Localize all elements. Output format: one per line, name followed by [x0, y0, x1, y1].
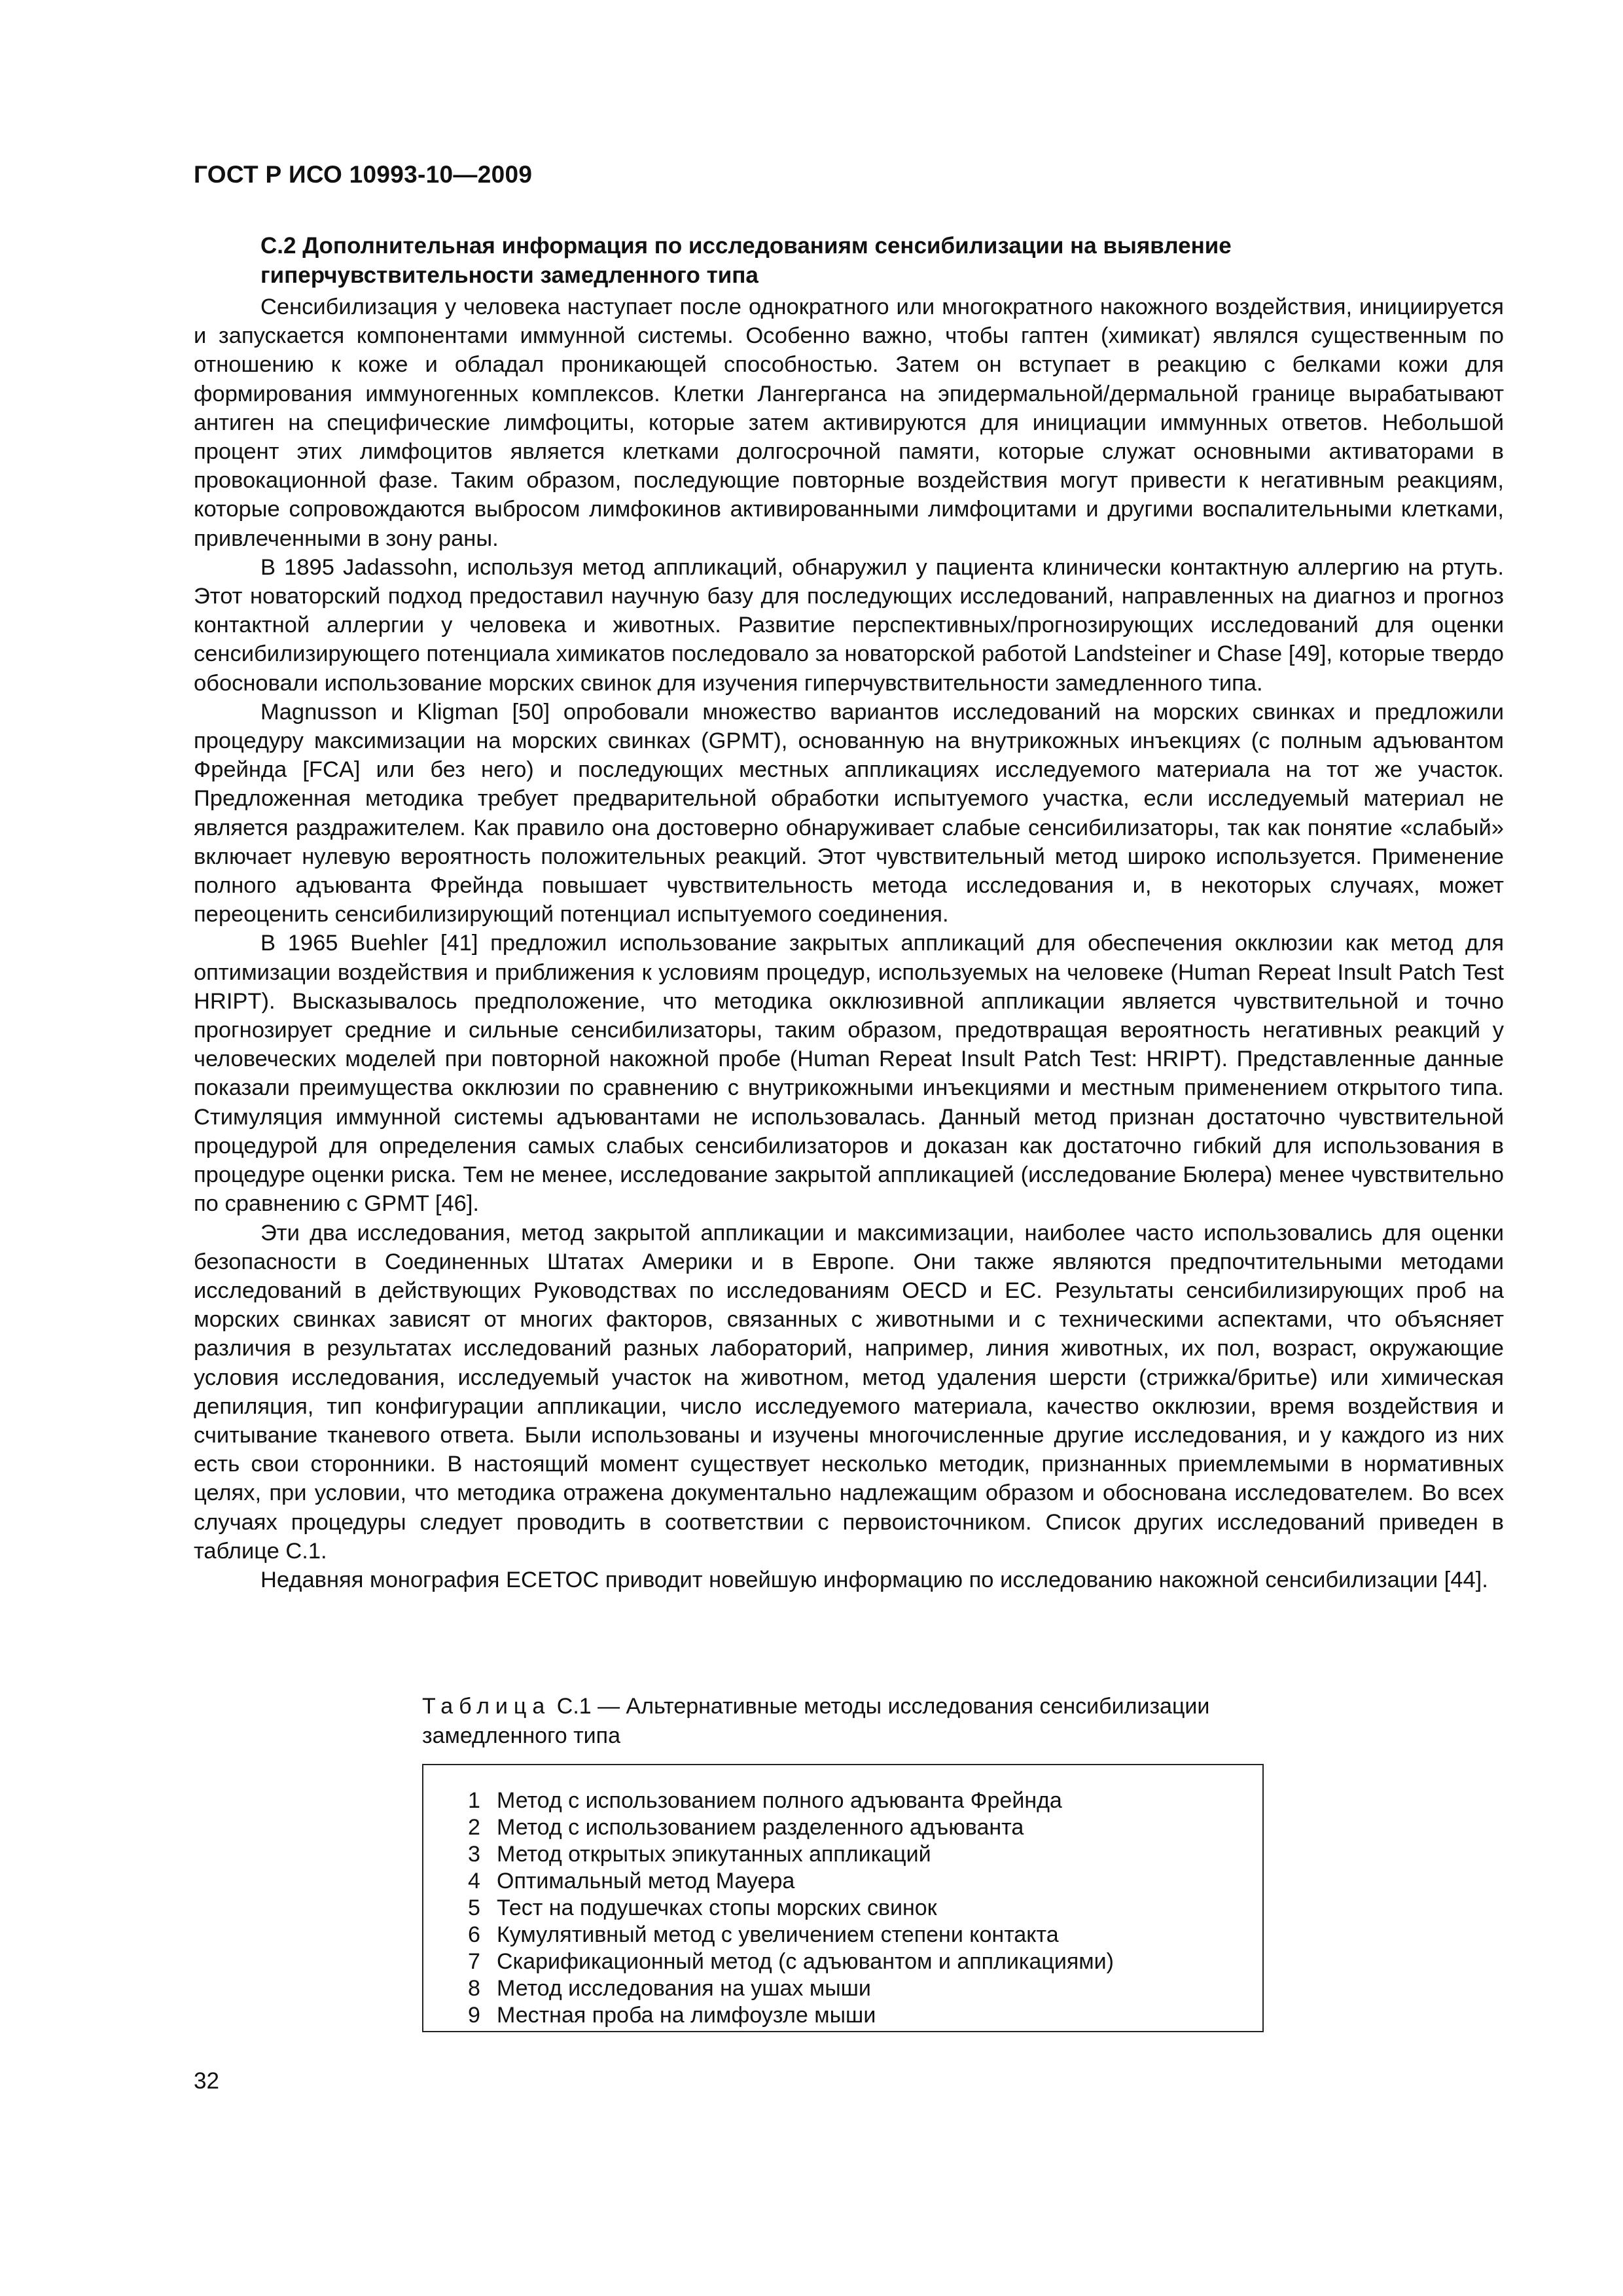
item-text: Тест на подушечках стопы морских свинок — [497, 1895, 937, 1920]
list-item — [468, 1895, 1262, 1922]
list-item — [468, 2002, 1262, 2029]
item-number: 8 — [468, 1976, 480, 2001]
methods-table — [422, 1764, 1264, 2032]
paragraph: Magnusson и Kligman [50] опробовали множество вариантов исследований на морских свинках и предложили процедуру максимизации на морских свинках (GPMT), основанную на внутрикожных инъекциях (с полным адъювантом Фрейнда [FCA] или без него) и последующих местных аппликациях исследуемого материала на тот же участок. Предложенная методика требует предварительной обработки испытуемого участка, если исследуемый материал не является раздражителем. Как правило она достоверно обнаруживает слабые сенсибилизаторы, так как понятие «слабый» включает нулевую вероятность положительных реакций. Этот чувствительный метод широко используется. Применение полного адъюванта Фрейнда повышает чувствительность метода исследования и, в некоторых случаях, может переоценить сенсибилизирующий потенциал испытуемого соединения. — [194, 699, 1504, 927]
item-number: 7 — [468, 1949, 480, 1974]
paragraph: Недавняя монография ЕСЕТОС приводит новейшую информацию по исследованию накожной сенсибилизации [44]. — [260, 1567, 1488, 1592]
item-text: Метод исследования на ушах мыши — [497, 1976, 871, 2001]
item-text: Скарификационный метод (с адъювантом и аппликациями) — [497, 1949, 1114, 1974]
list-item — [468, 1814, 1262, 1841]
item-number: 2 — [468, 1815, 480, 1840]
item-number: 3 — [468, 1842, 480, 1867]
item-text: Метод с использованием разделенного адъюванта — [497, 1815, 1024, 1840]
paragraph: В 1965 Buehler [41] предложил использование закрытых аппликаций для обеспечения окклюзии как метод для оптимизации воздействия и приближения к условиям процедур, используемых на человеке (Human Repeat Insult Patch Test HRIPT). Высказывалось предположение, что методика окклюзивной аппликации является чувствительной и точно прогнозирует средние и сильные сенсибилизаторы, таким образом, предотвращая вероятность негативных реакций у человеческих моделей при повторной накожной пробе (Human Repeat Insult Patch Test: HRIPT). Представленные данные показали преимущества окклюзии по сравнению с внутрикожными инъекциями и местным применением открытого типа. Стимуляция иммунной системы адъювантами не использовалась. Данный метод признан достаточно чувствительной процедурой для определения самых слабых сенсибилизаторов и доказан как достаточно гибкий для использования в процедуре оценки риска. Тем не менее, исследование закрытой аппликацией (исследование Бюлера) менее чувствительно по сравнению с GPMT [46]. — [194, 931, 1504, 1217]
section-title: С.2 Дополнительная информация по исследованиям сенсибилизации на выявление гиперчувствительности замедленного типа — [260, 233, 1232, 288]
section-body — [194, 293, 1504, 1594]
list-item — [468, 1841, 1262, 1868]
item-text: Метод открытых эпикутанных аппликаций — [497, 1842, 931, 1867]
standard-header: ГОСТ Р ИСО 10993-10—2009 — [194, 161, 533, 188]
list-item — [468, 1975, 1262, 2002]
methods-list — [423, 1765, 1262, 2029]
item-number: 5 — [468, 1895, 480, 1920]
paragraph: В 1895 Jadassohn, используя метод аппликаций, обнаружил у пациента клинически контактную аллергию на ртуть. Этот новаторский подход предоставил научную базу для последующих исследований, направленных на диагноз и прогноз контактной аллергии у человека и животных. Развитие перспективных/прогнозирующих исследований для оценки сенсибилизирующего потенциала химикатов последовало за новаторской работой Landsteiner и Chase [49], которые твердо обосновали использование морских свинок для изучения гиперчувствительности замедленного типа. — [194, 554, 1504, 696]
paragraph: Сенсибилизация у человека наступает после однократного или многократного накожного воздействия, инициируется и запускается компонентами иммунной системы. Особенно важно, чтобы гаптен (химикат) являлся существенным по отношению к коже и обладал проникающей способностью. Затем он вступает в реакцию с белками кожи для формирования иммуногенных комплексов. Клетки Лангерганса на эпидермальной/дермальной границе вырабатывают антиген на специфические лимфоциты, которые затем активируются для инициации иммунных ответов. Небольшой процент этих лимфоцитов является клетками долгосрочной памяти, которые служат основными активаторами в провокационной фазе. Таким образом, последующие повторные воздействия могут привести к негативным реакциям, которые сопровождаются выбросом лимфокинов активированными лимфоцитами и другими воспалительными клетками, привлеченными в зону раны. — [194, 295, 1504, 551]
table-caption-text: С.1 — Альтернативные методы исследования сенсибилизации замедленного типа — [422, 1694, 1210, 1748]
list-item — [468, 1787, 1262, 1814]
item-text: Метод с использованием полного адъюванта Фрейнда — [497, 1788, 1062, 1813]
table-caption — [422, 1692, 1338, 1751]
item-number: 4 — [468, 1869, 480, 1893]
item-number: 6 — [468, 1922, 480, 1947]
table-caption-label: Таблица — [422, 1694, 551, 1719]
list-item — [468, 1868, 1262, 1895]
item-number: 9 — [468, 2003, 480, 2028]
list-item — [468, 1948, 1262, 1975]
page-number: 32 — [194, 2068, 219, 2094]
list-item — [468, 1922, 1262, 1948]
item-text: Оптимальный метод Мауера — [497, 1869, 795, 1893]
item-text: Местная проба на лимфоузле мыши — [497, 2003, 876, 2028]
item-number: 1 — [468, 1788, 480, 1813]
paragraph: Эти два исследования, метод закрытой аппликации и максимизации, наиболее часто использовались для оценки безопасности в Соединенных Штатах Америки и в Европе. Они также являются предпочтительными методами исследований в действующих Руководствах по исследованиям OECD и ЕС. Результаты сенсибилизирующих проб на морских свинках зависят от многих факторов, связанных с животными и с техническими аспектами, что объясняет различия в результатах исследований разных лабораторий, например, линия животных, их пол, возраст, окружающие условия исследования, исследуемый участок на животном, метод удаления шерсти (стрижка/бритье) или химическая депиляция, тип конфигурации аппликации, число исследуемого материала, качество окклюзии, время воздействия и считывание тканевого ответа. Были использованы и изучены многочисленные другие исследования, и у каждого из них есть свои сторонники. В настоящий момент существует несколько методик, признанных приемлемыми в нормативных целях, при условии, что методика отражена документально надлежащим образом и обоснована исследователем. Во всех случаях процедуры следует проводить в соответствии с первоисточником. Список других исследований приведен в таблице С.1. — [194, 1220, 1504, 1564]
item-text: Кумулятивный метод с увеличением степени контакта — [497, 1922, 1059, 1947]
